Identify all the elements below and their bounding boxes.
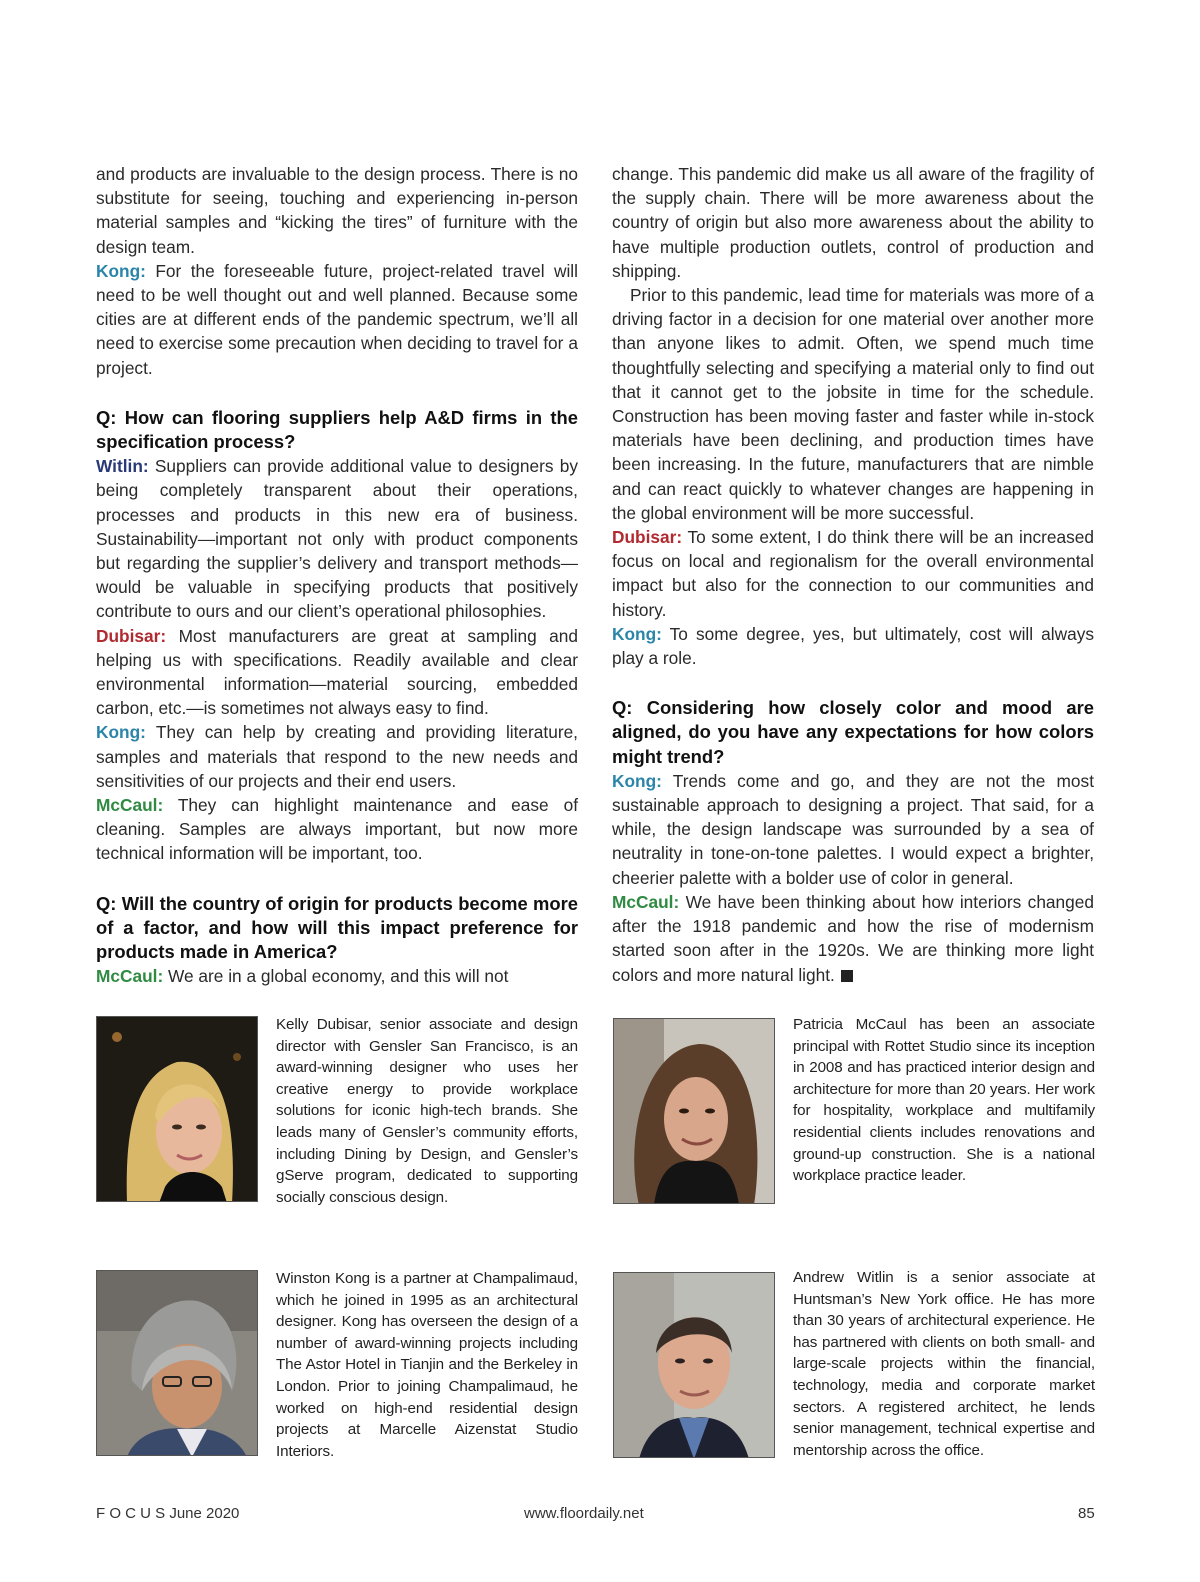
bio-dubisar: Kelly Dubisar, senior associate and design director with Gensler San Francisco, is an award-winning designer who uses her creative energy to provide workplace solutions for iconic high-tech brands. She leads many of Gensler’s community efforts, including Dining by Design, and Gensler’s gServe program, dedicated to supporting socially conscious design. xyxy=(276,1016,578,1206)
end-mark-icon xyxy=(841,970,853,982)
paragraph: McCaul: We are in a global economy, and this will not xyxy=(96,966,509,987)
woman-portrait-icon xyxy=(97,1017,258,1202)
question-heading: Q: How can flooring suppliers help A&D firms in the specification process? xyxy=(96,406,578,453)
footer-url[interactable]: www.floordaily.net xyxy=(524,1505,644,1522)
headshot-dubisar xyxy=(96,1016,258,1202)
man-portrait-icon xyxy=(614,1273,775,1458)
paragraph: McCaul: We have been thinking about how interiors changed after the 1918 pandemic and how the rise of modernism started soon after in the 1920s. We are thinking more light colors and more natural light. xyxy=(612,891,1094,985)
paragraph: Kong: Trends come and go, and they are not the most sustainable approach to designing a project. That said, for a while, the design landscape was surrounded by a sea of neutrality in tone-on-tone palettes. I would expect a brighter, cheerier palette with a bolder use of color in general. xyxy=(612,770,1094,888)
man-portrait-icon xyxy=(97,1271,258,1456)
speaker-mccaul: McCaul: xyxy=(612,891,680,912)
bio-witlin: Andrew Witlin is a senior associate at Huntsman’s New York office. He has more than 30 years of architectural experience. He has partnered with clients on both small- and large-scale projects within the financial, technology, media and corporate market sectors. A registered architect, he lends senior management, technical expertise and mentorship across the office. xyxy=(793,1269,1095,1459)
paragraph: McCaul: They can highlight maintenance and ease of cleaning. Samples are always important, but now more technical information will be important, too. xyxy=(96,795,578,864)
bio-kong: Winston Kong is a partner at Champalimaud, which he joined in 1995 as an architectural designer. Kong has overseen the design of a number of award-winning projects including The Astor Hotel in Tianjin and the Berkeley in London. Prior to joining Champalimaud, he worked on high-end residential design projects at Marcelle Aizenstat Studio Interiors. xyxy=(276,1270,578,1460)
speaker-kong: Kong: xyxy=(612,623,662,644)
paragraph: Kong: For the foreseeable future, project-related travel will need to be well thought out and well planned. Because some cities are at different ends of the pandemic spectrum, we’ll all need to exercise some precaution when deciding to travel for a project. xyxy=(96,260,578,378)
woman-portrait-icon xyxy=(614,1019,775,1204)
page-number: 85 xyxy=(1078,1505,1095,1522)
speaker-mccaul: McCaul: xyxy=(96,966,164,987)
right-column xyxy=(612,162,1094,987)
paragraph: Kong: They can help by creating and providing literature, samples and materials that respond to the new needs and sensitivities of our projects and their end users. xyxy=(96,722,578,791)
bio-mccaul: Patricia McCaul has been an associate principal with Rottet Studio since its inception in 2008 and has practiced interior design and architecture for more than 20 years. Her work for hospitality, workplace and multifamily residential clients includes renovations and ground-up construction. She is a national workplace practice leader. xyxy=(793,1016,1095,1185)
speaker-witlin: Witlin: xyxy=(96,456,149,477)
headshot-mccaul xyxy=(613,1018,775,1204)
question-heading: Q: Will the country of origin for products become more of a factor, and how will this impact preference for products made in America? xyxy=(96,892,578,963)
question-heading: Q: Considering how closely color and mood are aligned, do you have any expectations for how colors might trend? xyxy=(612,697,1094,767)
footer-publication: F O C U S June 2020 xyxy=(96,1505,240,1522)
speaker-dubisar: Dubisar: xyxy=(96,625,167,646)
headshot-witlin xyxy=(613,1272,775,1458)
paragraph: Kong: To some degree, yes, but ultimately, cost will always play a role. xyxy=(612,623,1094,669)
paragraph: Dubisar: To some extent, I do think there will be an increased focus on local and regionalism for the overall environmental impact but also for the connection to our communities and history. xyxy=(612,527,1094,620)
speaker-kong: Kong: xyxy=(612,770,662,791)
left-column xyxy=(96,162,578,989)
paragraph: change. This pandemic did make us all aware of the fragility of the supply chain. There will be more awareness about the country of origin but also more awareness about the ability to have multiple production outlets, control of production and shipping. xyxy=(612,164,1094,281)
paragraph: Witlin: Suppliers can provide additional value to designers by being completely transparent about their operations, processes and products in this new era of business. Sustainability—important not only with product components but regarding the supplier’s delivery and transport methods—would be valuable in specifying products that positively contribute to ours and our client’s operational philosophies. xyxy=(96,456,578,622)
speaker-kong: Kong: xyxy=(96,722,146,743)
speaker-mccaul: McCaul: xyxy=(96,795,164,816)
speaker-dubisar: Dubisar: xyxy=(612,527,683,548)
paragraph: Dubisar: Most manufacturers are great at sampling and helping us with specifications. Readily available and clear environmental information—material sourcing, embedded carbon, etc.—is sometimes not always easy to find. xyxy=(96,625,578,719)
paragraph: and products are invaluable to the design process. There is no substitute for seeing, touching and experiencing in-person material samples and “kicking the tires” of furniture with the design team. xyxy=(96,164,578,257)
paragraph: Prior to this pandemic, lead time for materials was more of a driving factor in a decision for one material over another more than anyone likes to admit. Often, we spend much time thoughtfully selecting and specifying a material only to find out that it cannot get to the jobsite in time for the schedule. Construction has been moving faster and faster while in-stock materials have been declining, and production times have been increasing. In the future, manufacturers that are nimble and can react quickly to whatever changes are happening in the global environment will be more successful. xyxy=(612,285,1094,523)
headshot-kong xyxy=(96,1270,258,1456)
speaker-kong: Kong: xyxy=(96,260,146,281)
